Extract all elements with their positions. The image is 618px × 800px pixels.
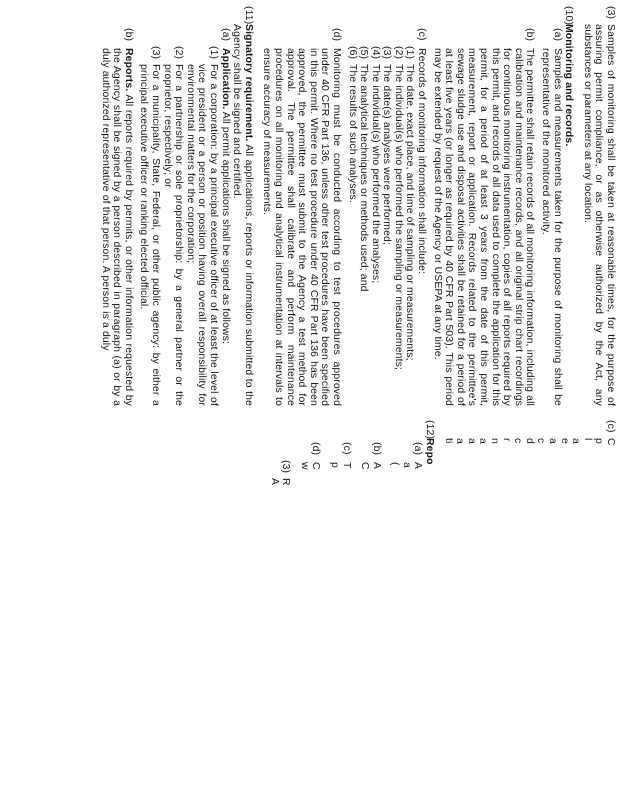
text-fragment: ( (389, 462, 401, 466)
text-line (328, 420, 340, 800)
list-text: For a corporation: by a principal executive officer of at least the level of vice president or a person or position having overall responsibility for environmental matters for the corporation; (184, 64, 219, 406)
paragraph-label: (a) (412, 442, 424, 456)
paragraph-3 (581, 6, 616, 406)
section-11 (231, 6, 254, 406)
text-fragment: a (400, 462, 412, 468)
section-text: All applications, reports or information submitted to the Agency shall be signed and certified. (231, 24, 254, 406)
text-fragment: C (310, 462, 322, 470)
text-fragment: T (340, 462, 352, 469)
text-line (570, 420, 582, 800)
list-item (138, 6, 161, 406)
paragraph-label: (c) (340, 442, 352, 455)
text-fragment: p (328, 462, 340, 468)
text-fragment: a (547, 438, 559, 444)
paragraph-label: (3) (605, 6, 616, 20)
text-fragment: ti (442, 438, 454, 444)
text-line (593, 420, 605, 800)
list-label: (3) (381, 46, 393, 60)
list-text: The date, exact place, and time of sampling or measurements; (404, 64, 416, 361)
paragraph-10a (539, 6, 562, 406)
list-text: The date(s) analyses were performed; (381, 64, 393, 245)
text-fragment: A (412, 462, 424, 470)
right-column-cropped (0, 420, 618, 800)
section-12-heading (424, 420, 436, 800)
paragraph-label: (b) (524, 28, 536, 42)
paragraph-10d (261, 6, 342, 406)
section-title: Monitoring and records. (563, 24, 575, 147)
list-label: (4) (369, 46, 381, 60)
section-10-heading (563, 6, 575, 406)
section-number: (12) (424, 420, 436, 440)
text-line (523, 420, 535, 800)
list-text: For a partnership or sole proprietorship: by a general partner or the proprietor, respectively; or (161, 64, 185, 406)
text-line (512, 420, 524, 800)
text-fragment: A (268, 478, 280, 486)
text-line (477, 420, 489, 800)
text-fragment: l (581, 438, 593, 441)
paragraph-label: (a) (551, 28, 563, 42)
paragraph-12c (340, 420, 352, 800)
list-text: The analytical techniques or methods used; and (358, 64, 370, 292)
paragraph-label: (b) (122, 28, 134, 42)
text-line (442, 420, 454, 800)
text-fragment: p (593, 438, 605, 444)
text-fragment: n (489, 438, 501, 444)
list-text: The individual(s) who performed the analyses; (369, 64, 381, 284)
list-label: (2) (173, 46, 185, 60)
paragraph-text: Monitoring must be conducted according to test procedures approved under 40 CFR Part 136, unless other test procedures have been specified in this permit. Where no test procedure under 40 CFR Part 136 has been approved, the permittee must submit to the Agency a test method for approval. The permittee shall calibrate and perform maintenance procedures on all monitoring and analytical instrumentation at intervals to ensure accuracy of measurements. (261, 48, 342, 406)
list-item (358, 6, 370, 406)
text-line (359, 420, 371, 800)
list-label: (6) (346, 46, 358, 60)
paragraph-title: Application. (219, 48, 231, 110)
text-fragment: e (558, 438, 570, 444)
list-item (404, 6, 416, 406)
list-item (381, 6, 393, 406)
paragraph-label: (d) (310, 442, 322, 456)
text-fragment: c (512, 438, 524, 444)
paragraph-12b (370, 420, 382, 800)
text-line (500, 420, 512, 800)
left-column (0, 6, 618, 406)
paragraph-text: The permittee shall retain records of all monitoring information, including all calibration and maintenance records, and all original strip chart recordings for continuous monitoring instrumentation, copies of all reports required by this permit, and records of all data used to complete the application for this permit, for a period of at least 3 years from the date of this permit, measurement, report or application. Records related to the permittee's sewage sludge use and disposal activities shall be retained for a period of at least five years (or longer as required by 40 CFR Part 503). This period may be extended by request of the Agency or USEPA at any time. (431, 48, 536, 406)
text-line (535, 420, 547, 800)
paragraph-12d (310, 420, 322, 800)
list-label: (5) (358, 46, 370, 60)
list-text: For a municipality, State, Federal, or other public agency: by either a principal executive officer or ranking elected official. (138, 64, 162, 406)
text-fragment: C (605, 438, 616, 446)
paragraph-12a (412, 420, 424, 800)
list-label: (1) (404, 46, 416, 60)
list-item (161, 6, 184, 406)
paragraph-label: (b) (370, 442, 382, 456)
paragraph-text: All reports required by permits, or other information requested by the Agency shall be signed by a person described in paragraph (a) or by a duly authorized representative of that person. A person is a duly (99, 48, 134, 406)
paragraph-label: (d) (330, 28, 342, 42)
paragraph-text: Records of monitoring information shall include: (416, 48, 428, 275)
section-number: (11) (242, 6, 254, 25)
list-item (392, 6, 404, 406)
section-number: (10) (563, 6, 575, 26)
text-fragment: a (465, 438, 477, 444)
paragraph-label: (c) (605, 420, 616, 433)
paragraph-label: (3) (280, 460, 292, 474)
text-line (454, 420, 466, 800)
text-fragment: R (280, 478, 292, 486)
text-line (400, 420, 412, 800)
text-line (465, 420, 477, 800)
paragraph-text: All permit applications shall be signed as follows: (219, 111, 231, 345)
paragraph-12e (280, 420, 292, 800)
paragraph-label: (c) (416, 28, 428, 41)
paragraph-10c (416, 6, 428, 406)
text-fragment: w (298, 462, 310, 470)
text-line (546, 420, 558, 800)
text-fragment: a (570, 438, 582, 444)
text-line (268, 420, 280, 800)
text-line (389, 420, 401, 800)
text-line (581, 420, 593, 800)
list-text: The results of such analyses. (346, 64, 358, 203)
list-label: (1) (208, 46, 219, 60)
section-title: Signatory requirement. (242, 24, 254, 142)
text-fragment: A (370, 462, 382, 470)
list-label: (2) (392, 46, 404, 60)
list-item (369, 6, 381, 406)
text-fragment: d (523, 438, 535, 444)
text-fragment: r (500, 438, 512, 442)
paragraph-10b (431, 6, 535, 406)
paragraph-text: Samples of monitoring shall be taken at reasonable times, for the purpose of assuring permit compliance, or as otherwise authorized by the Act, any substances or parameters at any location. (581, 24, 616, 406)
text-line (488, 420, 500, 800)
paragraph-text: Samples and measurements taken for the purpose of monitoring shall be representative of the monitored activity. (540, 48, 563, 406)
paragraph-11b (99, 6, 134, 406)
text-fragment: a (477, 438, 489, 444)
text-line (298, 420, 310, 800)
paragraph-11a (219, 6, 231, 406)
text-fragment: a (454, 438, 466, 444)
text-line (558, 420, 570, 800)
text-fragment: c (535, 438, 547, 444)
text-fragment: C (359, 462, 371, 470)
paragraph-title: Reports. (122, 48, 134, 92)
list-text: The individual(s) who performed the sampling or measurements; (392, 64, 404, 370)
section-title: Repo (424, 438, 436, 465)
paragraph-c (604, 420, 616, 800)
paragraph-label: (a) (219, 28, 231, 42)
list-item (184, 6, 219, 406)
list-label: (3) (150, 46, 162, 60)
list-item (346, 6, 358, 406)
